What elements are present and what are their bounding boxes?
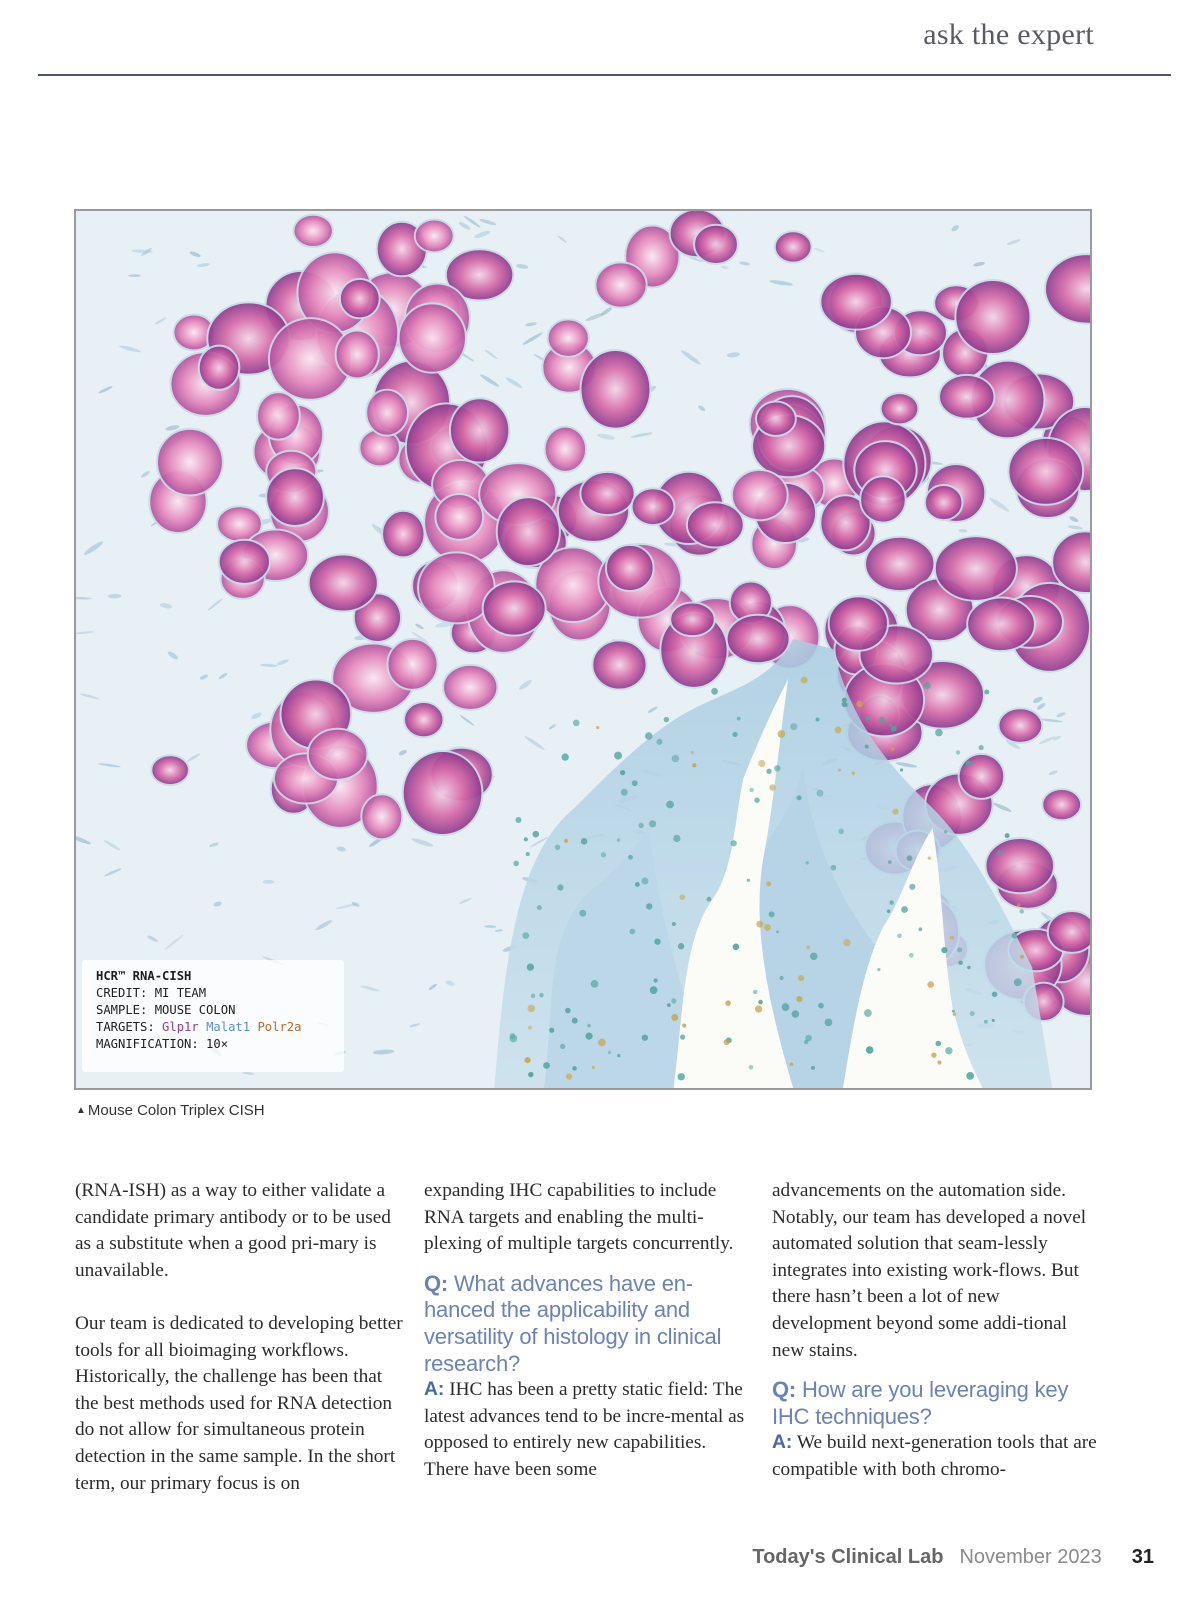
magazine-name: Today's Clinical Lab bbox=[752, 1546, 944, 1568]
label-sample: SAMPLE: MOUSE COLON bbox=[96, 1003, 236, 1017]
label-magnification: MAGNIFICATION: 10× bbox=[96, 1037, 229, 1051]
answer-text: We build next-generation tools that are compatible with both chromo- bbox=[772, 1432, 1097, 1480]
target-malat1: Malat1 bbox=[206, 1020, 251, 1034]
answer-text: IHC has been a pretty static field: The latest advances tend to be incre-mental as opposed to entirely new capabilities. There have been some bbox=[424, 1379, 745, 1480]
a-mark: A: bbox=[424, 1379, 445, 1401]
figure-caption bbox=[76, 1102, 265, 1119]
label-targets bbox=[96, 1019, 330, 1036]
caption-text: Mouse Colon Triplex CISH bbox=[87, 1102, 265, 1119]
text-column-2 bbox=[424, 1178, 752, 1484]
label-credit: CREDIT: MI TEAM bbox=[96, 986, 207, 1000]
q-mark: Q: bbox=[424, 1270, 449, 1296]
col2-question bbox=[424, 1271, 752, 1377]
page-number: 31 bbox=[1131, 1546, 1154, 1568]
col2-paragraph-1: expanding IHC capabilities to include RNA targets and enabling the multi-plexing of multiple targets concurrently. bbox=[424, 1180, 734, 1255]
page-footer bbox=[752, 1546, 1154, 1569]
image-label-box bbox=[82, 960, 344, 1072]
col1-paragraph-2: Our team is dedicated to developing better tools for all bioimaging workflows. Historically, the challenge has been that the best methods used for RNA detection do not allow for simultaneous protein detection in the same sample. In the short term, our primary focus is on bbox=[75, 1312, 403, 1494]
target-glp1r: Glp1r bbox=[162, 1020, 199, 1034]
header-rule bbox=[38, 74, 1171, 76]
text-column-1 bbox=[75, 1178, 403, 1497]
targets-prefix: TARGETS: bbox=[96, 1020, 155, 1034]
a-mark: A: bbox=[772, 1432, 793, 1454]
target-polr2a: Polr2a bbox=[257, 1020, 302, 1034]
question-text: What advances have en-hanced the applicability and versatility of histology in clinical research? bbox=[424, 1270, 722, 1376]
col2-answer bbox=[424, 1377, 752, 1483]
section-label: ask the expert bbox=[923, 18, 1094, 51]
histology-image bbox=[74, 209, 1092, 1090]
q-mark: Q: bbox=[772, 1377, 797, 1403]
caret-up-icon: ▲ bbox=[76, 1105, 86, 1116]
col3-answer bbox=[772, 1430, 1100, 1483]
label-title: HCR™ RNA-CISH bbox=[96, 969, 192, 983]
tissue-illustration bbox=[76, 211, 1090, 1088]
question-text: How are you leveraging key IHC techniques? bbox=[772, 1377, 1069, 1429]
text-column-3 bbox=[772, 1178, 1100, 1484]
col3-paragraph-1: advancements on the automation side. Notably, our team has developed a novel automated solution that seam-lessly integrates into existing work-flows. But there hasn’t been a lot of new development beyond some addi-tional new stains. bbox=[772, 1180, 1087, 1361]
col3-question bbox=[772, 1377, 1100, 1430]
issue-date: November 2023 bbox=[959, 1546, 1102, 1568]
col1-paragraph-1: (RNA-ISH) as a way to either validate a candidate primary antibody or to be used as a substitute when a good pri-mary is unavailable. bbox=[75, 1180, 391, 1281]
